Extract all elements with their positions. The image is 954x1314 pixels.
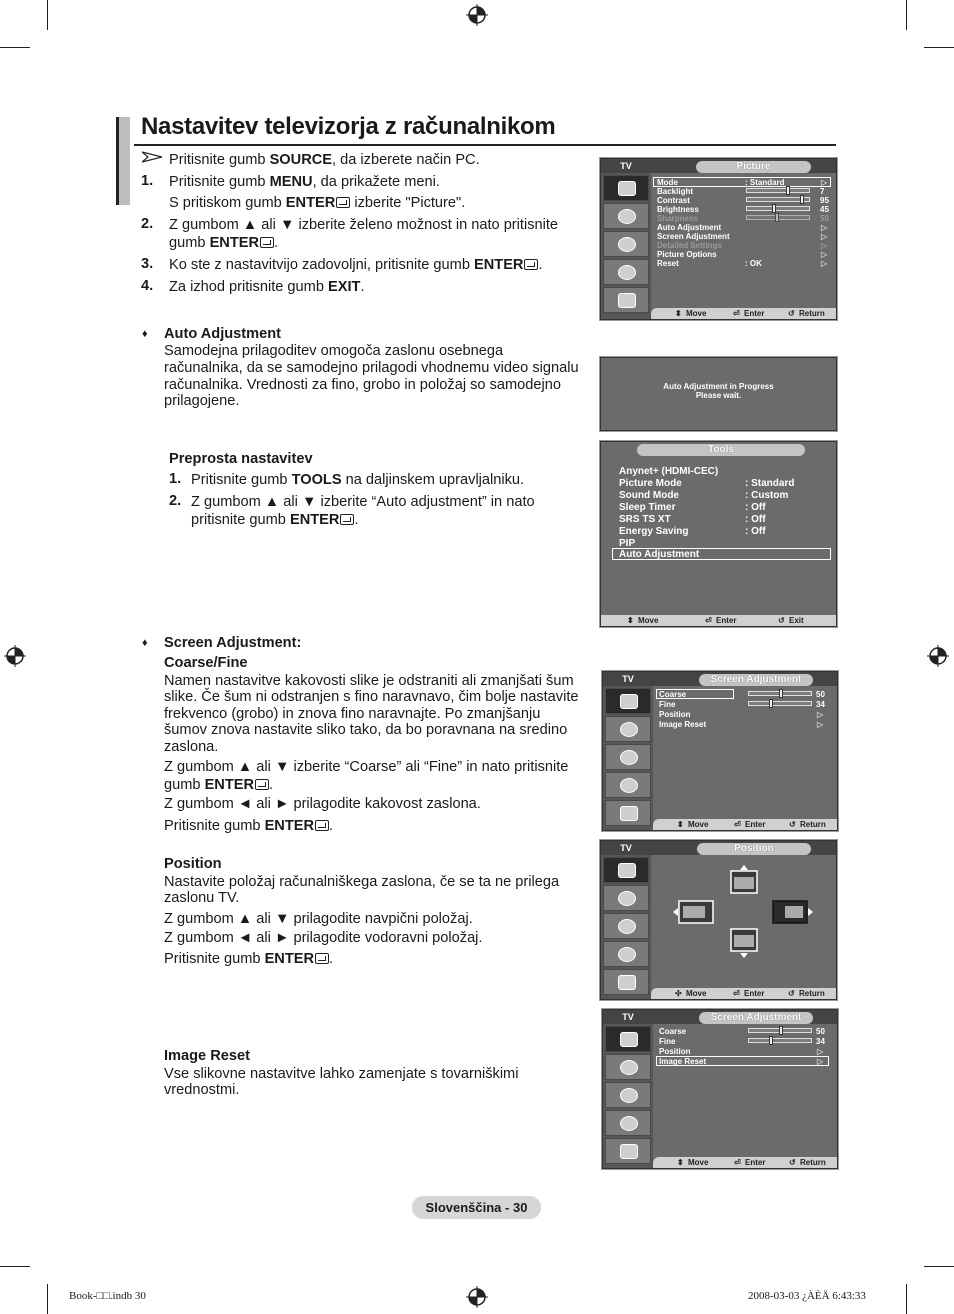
- step-number: 4.: [141, 278, 154, 294]
- easy-setup-heading: Preprosta nastavitev: [169, 451, 313, 467]
- osd-sidebar: [601, 173, 651, 319]
- enter-icon: [255, 779, 269, 790]
- page-title: Nastavitev televizorja z računalnikom: [141, 113, 556, 140]
- step-3: Ko ste z nastavitvijo zadovoljni, pritisnite gumb ENTER .: [169, 257, 543, 273]
- osd-row-brightness: Brightness: [657, 205, 699, 214]
- arrow-pointer-icon: [142, 151, 162, 163]
- easy-step-1: Pritisnite gumb TOOLS na daljinskem upravljalniku.: [191, 472, 525, 488]
- osd-position: [600, 840, 837, 1000]
- osd-tools-menu: [600, 441, 837, 627]
- crop-mark: [0, 1266, 30, 1267]
- osd-footer: ⬍ Move ⏎ Enter ↺ Return: [651, 308, 836, 319]
- page-number-badge: Slovenščina - 30: [412, 1196, 541, 1219]
- fine-value: 34: [816, 1037, 825, 1046]
- osd-picture-menu: [600, 158, 837, 320]
- return-icon: ↺: [789, 820, 796, 829]
- osd-tv-tab: TV: [622, 674, 634, 684]
- setup-icon: [603, 941, 649, 967]
- input-icon: [603, 969, 649, 995]
- auto-desc: Samodejna prilagoditev omogoča zaslonu osebnega računalnika, da se samodejno prilagodi vhodnemu video signalu računalnika. Vrednosti za fino, grobo in položaj so samodejno prilagojene.: [164, 343, 579, 410]
- osd-footer: ⬍ Move ⏎ Enter ↺ Return: [653, 1157, 837, 1168]
- easy-step-2: Z gumbom ▲ ali ▼ izberite “Auto adjustment” in nato pritisnite gumb ENTER .: [191, 494, 535, 528]
- osd-sidebar: [601, 855, 651, 999]
- return-icon: ↺: [789, 1158, 796, 1167]
- osd-sidebar: [603, 1024, 653, 1168]
- enter-icon: [315, 953, 329, 964]
- chevron-right-icon: ▷: [821, 241, 828, 250]
- channel-icon: [605, 744, 651, 770]
- coarse-value: 50: [816, 690, 825, 699]
- osd-footer: ⬍ Move ⏎ Enter ↺ Return: [653, 819, 837, 830]
- osd-menu-title: Screen Adjustment: [699, 1012, 813, 1024]
- tools-row-pip: PIP: [619, 538, 636, 549]
- osd-screen-adjustment-reset: [602, 1009, 838, 1169]
- osd-row-sharpness: Sharpness: [657, 214, 698, 223]
- print-date-info: 2008-03-03 ¿ÀÈÄ 6:43:33: [748, 1290, 866, 1302]
- enter-icon: ⏎: [734, 820, 741, 829]
- position-desc: Nastavite položaj računalniškega zaslona, če se ta ne prilega zaslonu TV.: [164, 874, 560, 907]
- position-step: Z gumbom ◄ ali ► prilagodite vodoravni položaj.: [164, 930, 483, 946]
- picture-icon: [605, 688, 651, 714]
- crop-mark: [906, 0, 907, 30]
- fine-value: 34: [816, 700, 825, 709]
- step-4: Za izhod pritisnite gumb EXIT.: [169, 279, 365, 295]
- step-number: 2.: [169, 493, 182, 509]
- backlight-slider: [746, 188, 810, 193]
- section-heading-auto: Auto Adjustment: [164, 326, 282, 342]
- enter-icon: [340, 514, 354, 525]
- image-reset-desc: Vse slikovne nastavitve lahko zamenjate s tovarniškimi vrednostmi.: [164, 1066, 519, 1099]
- tools-row-sleep-timer: Sleep Timer : Off: [619, 502, 766, 513]
- chevron-right-icon: ▷: [821, 178, 828, 187]
- setup-icon: [605, 1110, 651, 1136]
- osd-selection-box: [653, 177, 831, 187]
- osd-row-mode: Mode : Standard: [657, 178, 785, 187]
- osd-footer: ⬍ Move ⏎ Enter ↺ Exit: [601, 615, 836, 626]
- backlight-value: 7: [820, 187, 825, 196]
- sound-icon: [605, 1054, 651, 1080]
- enter-icon: [524, 259, 538, 270]
- registration-mark-icon: [466, 1286, 488, 1308]
- sound-icon: [603, 203, 649, 229]
- print-file-info: Book-□□.indb 30: [69, 1290, 146, 1302]
- osd-tv-tab: TV: [620, 843, 632, 853]
- enter-icon: [336, 197, 350, 208]
- osd-row-auto-adjustment: Auto Adjustment: [657, 223, 722, 232]
- osd-row-reset: Reset : OK: [657, 259, 762, 268]
- osd-auto-adjust-progress: [600, 357, 837, 431]
- subheading-coarse-fine: Coarse/Fine: [164, 655, 248, 671]
- contrast-slider: [746, 197, 810, 202]
- osd-tv-tab: TV: [622, 1012, 634, 1022]
- osd-row-picture-options: Picture Options: [657, 250, 717, 259]
- move-icon: ⬍: [677, 820, 684, 829]
- coarse-slider: [748, 691, 812, 696]
- crop-mark: [47, 0, 48, 30]
- osd-screen-adjustment-coarse: [602, 671, 838, 831]
- osd-row-image-reset: Image Reset: [659, 720, 707, 729]
- tools-row-sound-mode: Sound Mode : Custom: [619, 490, 789, 501]
- move-icon: ⬍: [677, 1158, 684, 1167]
- sound-icon: [603, 885, 649, 911]
- crop-mark: [906, 1284, 907, 1314]
- crop-mark: [0, 47, 30, 48]
- chevron-right-icon: ▷: [821, 223, 828, 232]
- osd-sidebar: [603, 686, 653, 830]
- osd-row-coarse: Coarse: [659, 690, 687, 699]
- osd-row-contrast: Contrast: [657, 196, 690, 205]
- return-icon: ↺: [788, 309, 795, 318]
- step-1: Pritisnite gumb MENU, da prikažete meni.: [169, 174, 440, 190]
- fine-slider: [748, 1038, 812, 1043]
- osd-row-position: Position: [659, 710, 691, 719]
- osd-row-coarse: Coarse: [659, 1027, 687, 1036]
- sharpness-slider: [746, 215, 810, 220]
- subheading-position: Position: [164, 856, 222, 872]
- step-2: Z gumbom ▲ ali ▼ izberite želeno možnost in nato pritisnite gumb ENTER .: [169, 217, 559, 251]
- enter-icon: [260, 237, 274, 248]
- channel-icon: [603, 231, 649, 257]
- osd-menu-title: Screen Adjustment: [699, 674, 813, 686]
- input-icon: [605, 800, 651, 826]
- chevron-right-icon: ▷: [821, 232, 828, 241]
- heading-accent-bar: [116, 117, 130, 205]
- osd-menu-title: Tools: [637, 444, 805, 456]
- brightness-slider: [746, 206, 810, 211]
- input-icon: [605, 1138, 651, 1164]
- step-number: 2.: [141, 216, 154, 232]
- osd-tv-tab: TV: [620, 161, 632, 171]
- enter-icon: ⏎: [734, 1158, 741, 1167]
- osd-row-image-reset: Image Reset: [659, 1057, 707, 1066]
- crop-mark: [924, 1266, 954, 1267]
- step-number: 1.: [141, 173, 154, 189]
- setup-icon: [603, 259, 649, 285]
- osd-row-backlight: Backlight: [657, 187, 694, 196]
- crop-mark: [47, 1284, 48, 1314]
- osd-row-fine: Fine: [659, 1037, 676, 1046]
- chevron-right-icon: ▷: [817, 1047, 824, 1056]
- osd-row-screen-adjustment: Screen Adjustment: [657, 232, 730, 241]
- registration-mark-icon: [4, 645, 26, 667]
- chevron-right-icon: ▷: [817, 1057, 824, 1066]
- osd-row-fine: Fine: [659, 700, 676, 709]
- channel-icon: [605, 1082, 651, 1108]
- sharpness-value: 50: [820, 214, 829, 223]
- coarse-fine-step: Z gumbom ◄ ali ► prilagodite kakovost zaslona.: [164, 796, 481, 812]
- sound-icon: [605, 716, 651, 742]
- step-intro: Pritisnite gumb SOURCE, da izberete način PC.: [169, 152, 480, 168]
- enter-icon: ⏎: [733, 989, 740, 998]
- position-step: Z gumbom ▲ ali ▼ prilagodite navpični položaj.: [164, 911, 473, 927]
- move-icon: ⬍: [675, 309, 682, 318]
- channel-icon: [603, 913, 649, 939]
- crop-mark: [924, 47, 954, 48]
- picture-icon: [603, 857, 649, 883]
- position-step: Pritisnite gumb ENTER .: [164, 951, 334, 967]
- step-1b: S pritiskom gumb ENTER izberite "Picture".: [169, 195, 466, 211]
- return-icon: ↺: [778, 616, 785, 625]
- enter-icon: ⏎: [705, 616, 712, 625]
- contrast-value: 95: [820, 196, 829, 205]
- brightness-value: 45: [820, 205, 829, 214]
- osd-row-detailed-settings: Detailed Settings: [657, 241, 722, 250]
- chevron-right-icon: ▷: [817, 710, 824, 719]
- registration-mark-icon: [466, 4, 488, 26]
- coarse-value: 50: [816, 1027, 825, 1036]
- bullet-icon: ♦: [142, 637, 148, 649]
- osd-menu-title: Position: [697, 843, 811, 855]
- step-number: 1.: [169, 471, 182, 487]
- chevron-right-icon: ▷: [821, 250, 828, 259]
- move-icon: ✣: [675, 989, 682, 998]
- coarse-fine-step: Z gumbom ▲ ali ▼ izberite “Coarse” ali “Fine” in nato pritisnite gumb ENTER .: [164, 759, 569, 793]
- enter-icon: ⏎: [733, 309, 740, 318]
- progress-message: Auto Adjustment in Progress Please wait.: [663, 382, 774, 400]
- registration-mark-icon: [927, 645, 949, 667]
- chevron-right-icon: ▷: [821, 259, 828, 268]
- osd-row-position: Position: [659, 1047, 691, 1056]
- move-icon: ⬍: [627, 616, 634, 625]
- tools-row-auto-adjustment: Auto Adjustment: [619, 549, 700, 560]
- osd-footer: ✣ Move ⏎ Enter ↺ Return: [651, 988, 836, 999]
- position-arrows-diagram: [671, 863, 821, 963]
- tools-row-anynet: Anynet+ (HDMI-CEC): [619, 466, 719, 477]
- osd-menu-title: Picture: [696, 161, 811, 173]
- bullet-icon: ♦: [142, 328, 148, 340]
- return-icon: ↺: [788, 989, 795, 998]
- enter-icon: [315, 820, 329, 831]
- fine-slider: [748, 701, 812, 706]
- input-icon: [603, 287, 649, 313]
- title-divider: [134, 144, 836, 146]
- section-heading-screen: Screen Adjustment:: [164, 635, 302, 651]
- picture-icon: [605, 1026, 651, 1052]
- coarse-slider: [748, 1028, 812, 1033]
- coarse-fine-desc: Namen nastavitve kakovosti slike je odstraniti ali zmanjšati šum slike. Če šum ni odstranjen s fino naravnavo, čim bolje nastavite frekvenco (grobo) in znova fino naravnajte. Po zmanjšanju šumov znova nastavite sliko tako, da bo poravnana na sredino zaslona.: [164, 673, 579, 755]
- subheading-image-reset: Image Reset: [164, 1048, 250, 1064]
- step-number: 3.: [141, 256, 154, 272]
- tools-row-srs: SRS TS XT : Off: [619, 514, 766, 525]
- chevron-right-icon: ▷: [817, 720, 824, 729]
- picture-icon: [603, 175, 649, 201]
- coarse-fine-step: Pritisnite gumb ENTER .: [164, 818, 334, 834]
- setup-icon: [605, 772, 651, 798]
- tools-row-picture-mode: Picture Mode : Standard: [619, 478, 795, 489]
- tools-row-energy-saving: Energy Saving : Off: [619, 526, 766, 537]
